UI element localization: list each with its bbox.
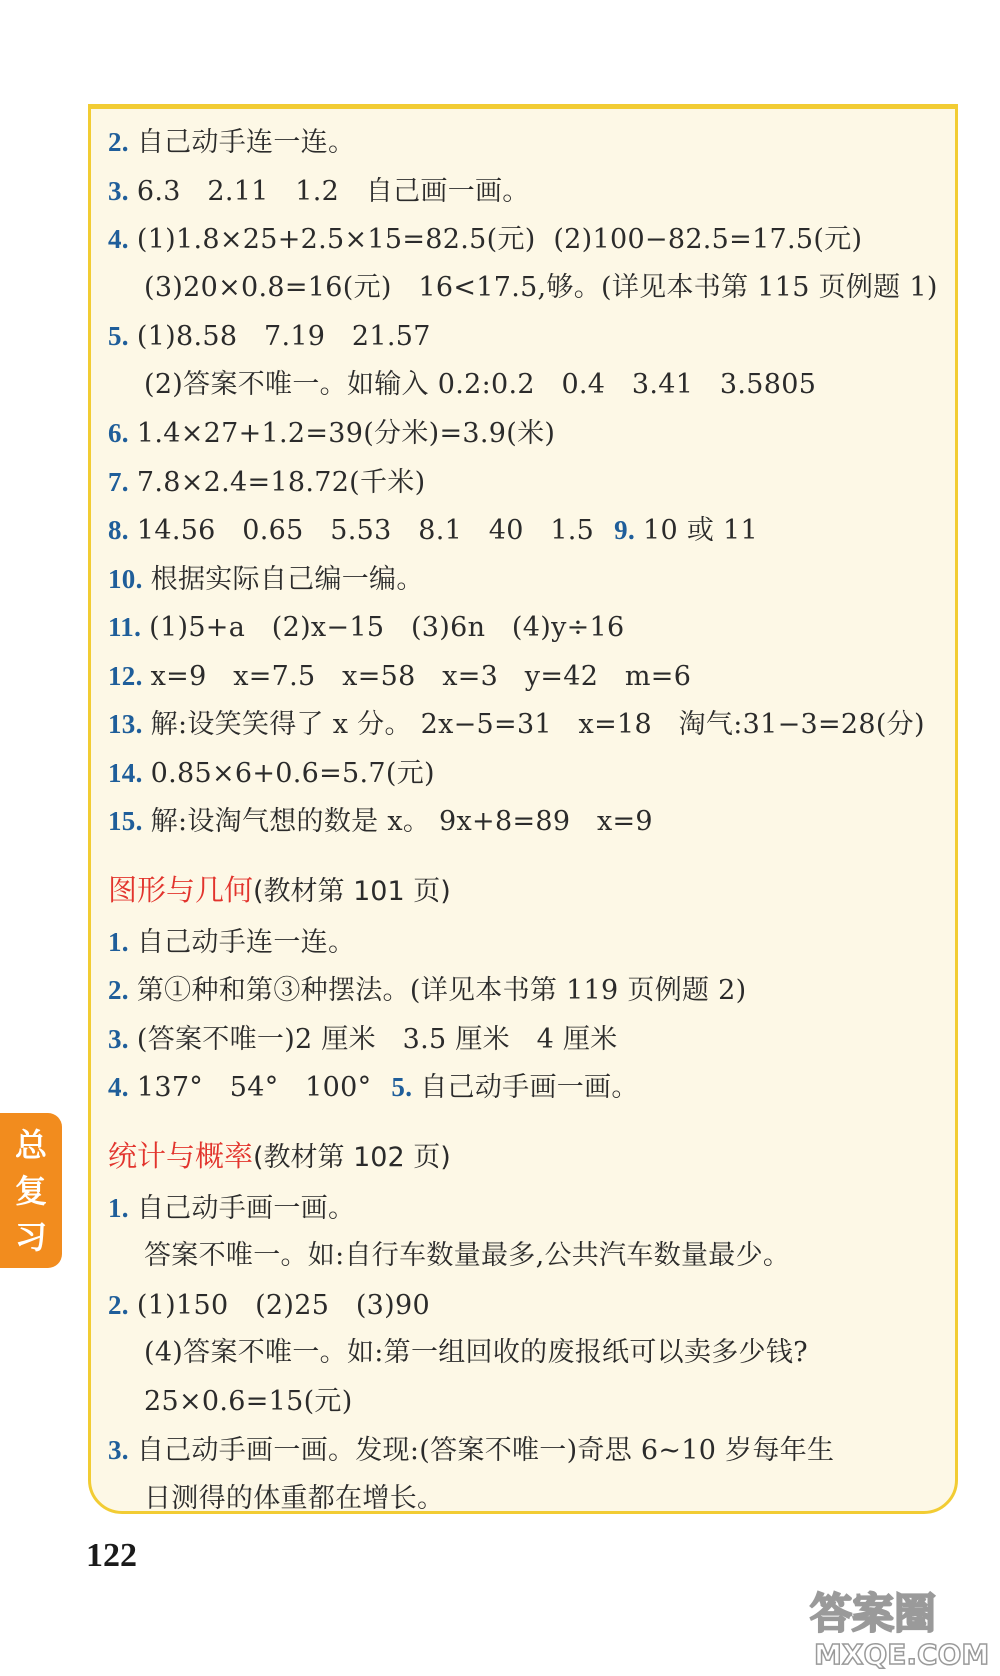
question-number: 1. (108, 926, 129, 957)
section-page-ref: (教材第 102 页) (253, 1141, 451, 1173)
answer-text: 10 或 11 (643, 515, 759, 546)
answer-text: (1)5+a (2)x−15 (3)6n (4)y÷16 (149, 612, 625, 643)
answer-line (108, 1281, 948, 1330)
question-number: 9. (614, 515, 636, 545)
answer-line (108, 458, 948, 507)
question-number: 5. (391, 1072, 413, 1102)
question-number: 3. (108, 175, 129, 206)
side-tab-char: 复 (14, 1171, 47, 1210)
answer-line (108, 118, 948, 167)
answer-text: 答案不唯一。如:自行车数量最多,公共汽车数量最少。 (144, 1240, 791, 1271)
answer-line (108, 167, 948, 216)
question-number: 4. (108, 1072, 129, 1102)
question-number: 1. (108, 1192, 129, 1223)
watermark-logo (800, 1580, 995, 1672)
answer-text: 1.4×27+1.2=39(分米)=3.9(米) (136, 418, 556, 449)
chapter-side-tab (0, 1113, 62, 1268)
section-heading-statistics (108, 1128, 948, 1184)
answer-line (108, 700, 948, 749)
watermark-text: 答案圈 (810, 1589, 937, 1638)
answer-line (108, 603, 948, 652)
answer-text: (1)1.8×25+2.5×15=82.5(元) (2)100−82.5=17.5(元) (136, 224, 863, 255)
answer-line (108, 264, 948, 313)
answer-line (108, 409, 948, 458)
answer-content (108, 118, 948, 1523)
statistics-answers-list (108, 1184, 948, 1524)
answer-text: (3)20×0.8=16(元) 16<17.5,够。(详见本书第 115 页例题 1) (144, 271, 938, 303)
question-number: 3. (108, 1023, 129, 1054)
answer-text: 7.8×2.4=18.72(千米) (136, 466, 426, 498)
answer-text: 6.3 2.11 1.2 自己画一画。 (136, 175, 530, 207)
section-title: 图形与几何 (108, 872, 254, 907)
page-number: 122 (86, 1537, 137, 1574)
answer-text: 0.85×6+0.6=5.7(元) (150, 757, 435, 789)
side-tab-char: 总 (14, 1125, 47, 1164)
question-number: 11. (108, 612, 142, 642)
question-number: 2. (108, 127, 129, 157)
answer-line (108, 215, 948, 264)
answer-text: 自己动手连一连。 (136, 926, 356, 958)
section-page-ref: (教材第 101 页) (253, 875, 451, 907)
answer-line (108, 506, 948, 555)
answer-line (108, 1378, 948, 1427)
answer-text: 解:设笑笑得了 x 分。 2x−5=31 x=18 淘气:31−3=28(分) (150, 709, 925, 740)
answer-line (108, 1475, 948, 1524)
answer-line (108, 749, 948, 798)
answer-line (108, 1426, 948, 1475)
answer-line (108, 312, 948, 361)
answer-text: 14.56 0.65 5.53 8.1 40 1.5 (136, 515, 595, 546)
answer-text: x=9 x=7.5 x=58 x=3 y=42 m=6 (150, 660, 692, 692)
answer-text: 自己动手画一画。 (136, 1192, 356, 1224)
answer-text: (答案不唯一)2 厘米 3.5 厘米 4 厘米 (136, 1023, 618, 1055)
answer-text: 根据实际自己编一编。 (150, 563, 424, 595)
section-heading-geometry (108, 862, 948, 918)
answer-text: (4)答案不唯一。如:第一组回收的废报纸可以卖多少钱? (144, 1337, 808, 1368)
question-number: 2. (108, 1289, 129, 1320)
question-number: 7. (108, 466, 129, 497)
answer-text: 自己动手连一连。 (136, 127, 356, 158)
question-number: 13. (108, 709, 143, 739)
side-tab-char: 习 (14, 1217, 47, 1256)
question-number: 6. (108, 418, 129, 448)
answer-text: 第①种和第③种摆法。(详见本书第 119 页例题 2) (136, 975, 747, 1006)
section-title: 统计与概率 (108, 1138, 254, 1173)
question-number: 8. (108, 515, 129, 545)
answer-line (108, 555, 948, 604)
panel-top-border (88, 104, 958, 108)
answer-text: 日测得的体重都在增长。 (144, 1482, 445, 1514)
answer-line (108, 1063, 948, 1112)
answer-text: 137° 54° 100° (136, 1072, 372, 1103)
question-number: 3. (108, 1435, 129, 1465)
question-number: 14. (108, 757, 143, 788)
answer-line (108, 1015, 948, 1064)
answer-line (108, 361, 948, 410)
answer-text: 自己动手画一画。 (420, 1072, 639, 1103)
answer-line (108, 1232, 948, 1281)
answer-text: (1)150 (2)25 (3)90 (136, 1289, 430, 1321)
answer-text: 自己动手画一画。发现:(答案不唯一)奇思 6~10 岁每年生 (136, 1435, 835, 1466)
question-number: 10. (108, 563, 143, 594)
answer-line (108, 797, 948, 846)
answer-text: 解:设淘气想的数是 x。 9x+8=89 x=9 (150, 806, 653, 837)
question-number: 5. (108, 321, 129, 351)
question-number: 4. (108, 224, 129, 254)
answer-text: 25×0.6=15(元) (144, 1385, 353, 1417)
answer-line (108, 966, 948, 1015)
answer-line (108, 918, 948, 967)
answer-line (108, 652, 948, 701)
question-number: 15. (108, 806, 143, 836)
question-number: 2. (108, 975, 129, 1005)
answer-text: (1)8.58 7.19 21.57 (136, 321, 431, 352)
watermark-url: MXQE.COM (814, 1638, 990, 1671)
review-answers-list (108, 118, 948, 846)
answer-line (108, 1329, 948, 1378)
answer-text: (2)答案不唯一。如输入 0.2:0.2 0.4 3.41 3.5805 (144, 368, 817, 400)
answer-line (108, 1184, 948, 1233)
geometry-answers-list (108, 918, 948, 1112)
question-number: 12. (108, 660, 143, 691)
